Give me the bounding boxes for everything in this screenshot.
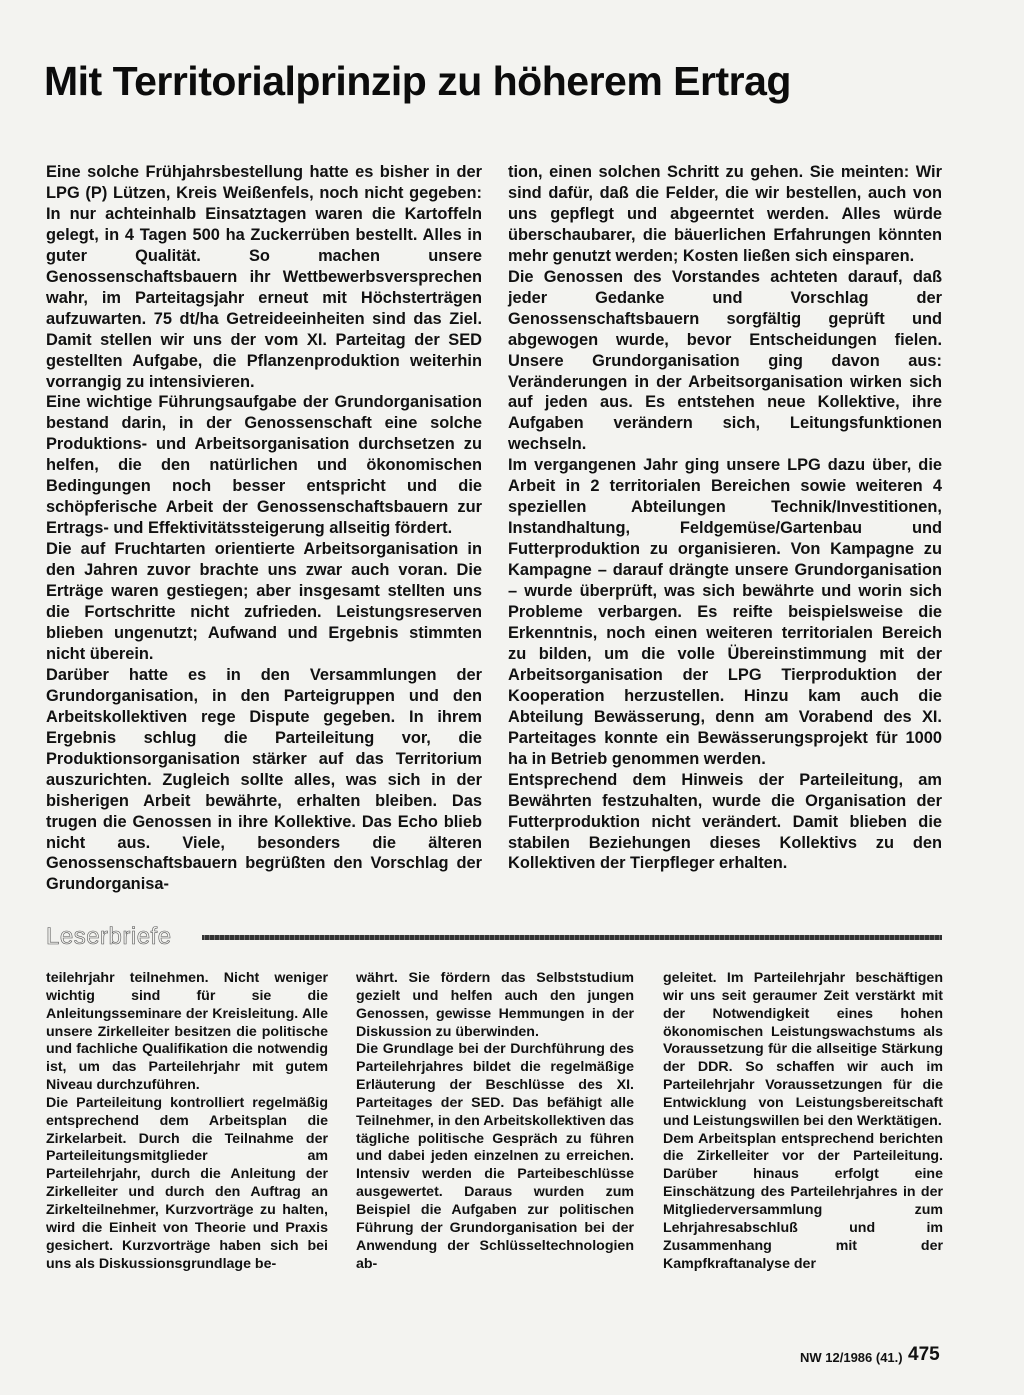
section-label: Leserbriefe xyxy=(46,923,172,950)
section-rule xyxy=(202,935,942,940)
article-column-2 xyxy=(508,162,942,874)
letters-column-1 xyxy=(46,970,328,1273)
article-title: Mit Territorialprinzip zu höherem Ertrag xyxy=(44,58,791,104)
paragraph: geleitet. Im Parteilehrjahr beschäftigen wir uns seit geraumer Zeit verstärkt mit der Notwendigkeit eines hohen ökonomischen Leistungswachstums als Voraussetzung für die allseitige Stärkung der DDR. So schaffen wir auch im Parteilehrjahr Voraussetzungen für die Entwicklung von Leistungsbereitschaft und Leistungswillen bei den Werktätigen. xyxy=(663,970,943,1129)
paragraph: teilehrjahr teilnehmen. Nicht weniger wichtig sind für sie die Anleitungsseminare der Kreisleitung. Alle unsere Zirkelleiter besitzen die politische und fachliche Qualifikation die notwendig ist, um das Parteilehrjahr mit gutem Niveau durchzuführen. xyxy=(46,970,328,1094)
paragraph: Eine solche Frühjahrsbestellung hatte es bisher in der LPG (P) Lützen, Kreis Weißenfels, noch nicht gegeben: In nur achteinhalb Einsatztagen waren die Kartoffeln gelegt, in 4 Tagen 500 ha Zuckerrüben bestellt. Alles in guter Qualität. So machen unsere Genossenschaftsbauern ihr Wettbewerbsversprechen wahr, im Parteitagsjahr erneut mit Höchsterträgen aufzuwarten. 75 dt/ha Getreideeinheiten sind das Ziel. Damit stellen wir uns der vom XI. Parteitag der SED gestellten Aufgabe, die Pflanzenproduktion weiterhin vorrangig zu intensivieren. xyxy=(46,163,482,391)
letters-column-2 xyxy=(356,970,634,1273)
paragraph: Im vergangenen Jahr ging unsere LPG dazu über, die Arbeit in 2 territorialen Bereichen sowie weiteren 4 speziellen Abteilungen Technik/Investitionen, Instandhaltung, Feldgemüse/Gartenbau und Futterproduktion zu organisieren. Von Kampagne zu Kampagne – darauf drängte unsere Grundorganisation – wurde überprüft, was sich bewährte und worin sich Probleme verbargen. Es reifte beispielsweise die Erkenntnis, noch einen weiteren territorialen Bereich zu bilden, um die volle Übereinstimmung mit der Arbeitsorganisation der LPG Tierproduktion der Kooperation herzustellen. Hinzu kam auch die Abteilung Bewässerung, denn am Vorabend des XI. Parteitages konnte ein Bewässerungsprojekt für 1000 ha in Betrieb genommen werden. xyxy=(508,456,942,768)
paragraph: Die Grundlage bei der Durchführung des Parteilehrjahres bildet die regelmäßige Erläuterung der Beschlüsse des XI. Parteitages der SED. Das befähigt alle Teilnehmer, in den Arbeitskollektiven das tägliche politische Gespräch zu führen und dabei jeden einzelnen zu erreichen. Intensiv werden die Parteibeschlüsse ausgewertet. Daraus wurden zum Beispiel die Aufgaben zur politischen Führung der Grundorganisation bei der Anwendung der Schlüsseltechnologien ab- xyxy=(356,1041,634,1272)
paragraph: Die auf Fruchtarten orientierte Arbeitsorganisation in den Jahren zuvor brachte uns zwar auch voran. Die Erträge waren gestiegen; aber insgesamt stellten uns die Fortschritte nicht zufrieden. Leistungsreserven blieben ungenutzt; Aufwand und Ergebnis stimmten nicht überein. xyxy=(46,540,482,663)
page-footer xyxy=(800,1344,950,1368)
issue-reference: NW 12/1986 (41.) xyxy=(800,1350,903,1365)
paragraph: Entsprechend dem Hinweis der Parteileitung, am Bewährten festzuhalten, wurde die Organisation der Futterproduktion nicht verändert. Damit blieben die stabilen Beziehungen dieses Kollektivs zu den Kollektiven der Tierpfleger erhalten. xyxy=(508,770,942,873)
letters-column-3 xyxy=(663,970,943,1273)
paragraph: Dem Arbeitsplan entsprechend berichten die Zirkelleiter vor der Parteileitung. Darüber hinaus erfolgt eine Einschätzung des Parteilehrjahres in der Mitgliederversammlung zum Lehrjahresabschluß und im Zusammenhang mit der Kampfkraftanalyse der xyxy=(663,1130,943,1272)
paragraph: Darüber hatte es in den Versammlungen der Grundorganisation, in den Parteigruppen und den Arbeitskollektiven rege Dispute gegeben. In ihrem Ergebnis schlug die Parteileitung vor, die Produktionsorganisation stärker auf das Territorium auszurichten. Zugleich sollte alles, was sich in der bisherigen Arbeit bewährte, erhalten bleiben. Das trugen die Genossen in ihre Kollektive. Das Echo blieb nicht aus. Viele, besonders die älteren Genossenschaftsbauern begrüßten den Vorschlag der Grundorganisa- xyxy=(46,665,482,894)
page-number: 475 xyxy=(908,1344,940,1365)
section-header xyxy=(46,920,942,954)
paragraph: währt. Sie fördern das Selbststudium gezielt und helfen auch den jungen Genossen, gewisse Hemmungen in der Diskussion zu überwinden. xyxy=(356,970,634,1040)
article-column-1 xyxy=(46,162,482,895)
paragraph: Die Parteileitung kontrolliert regelmäßig entsprechend dem Arbeitsplan die Zirkelarbeit. Durch die Teilnahme der Parteileitungsmitglieder am Parteilehrjahr, durch die Anleitung der Zirkelleiter und durch den Auftrag an Zirkelteilnehmer, Kurzvorträge zu halten, wird die Einheit von Theorie und Praxis gesichert. Kurzvorträge haben sich bei uns als Diskussionsgrundlage be- xyxy=(46,1094,328,1272)
paragraph: Eine wichtige Führungsaufgabe der Grundorganisation bestand darin, in der Genossenschaft eine solche Produktions- und Arbeitsorganisation durchsetzen zu helfen, die den natürlichen und ökonomischen Bedingungen noch besser entspricht und die schöpferische Arbeit der Genossenschaftsbauern zur Ertrags- und Effektivitätssteigerung allseitig fördert. xyxy=(46,393,482,538)
paragraph: Die Genossen des Vorstandes achteten darauf, daß jeder Gedanke und Vorschlag der Genossenschaftsbauern sorgfältig geprüft und abgewogen wurde, bevor Entscheidungen fielen. Unsere Grundorganisation ging davon aus: Veränderungen in der Arbeitsorganisation wirken sich auf jeden aus. Es entstehen neue Kollektive, ihre Aufgaben verändern sich, Leitungsfunktionen wechseln. xyxy=(508,267,942,454)
paragraph: tion, einen solchen Schritt zu gehen. Sie meinten: Wir sind dafür, daß die Felder, die wir bestellen, auch von uns gepflegt und abgeerntet werden. Alles würde überschaubarer, die bäuerlichen Erfahrungen könnten mehr genutzt werden; Kosten ließen sich einsparen. xyxy=(508,163,942,265)
